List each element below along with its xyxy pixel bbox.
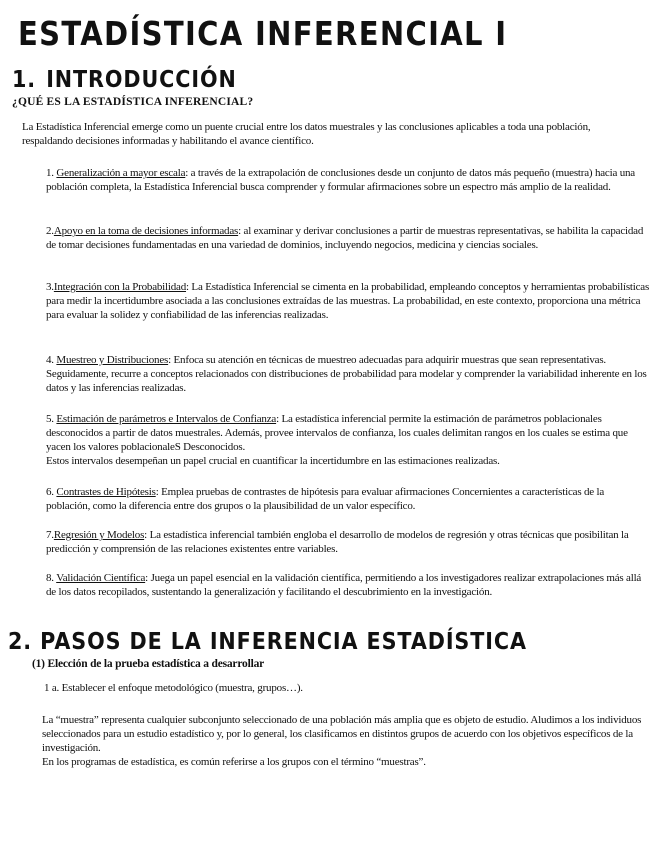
section-1-heading — [12, 66, 237, 94]
list-item-number: 3. — [46, 281, 54, 293]
list-item-text: : Juega un papel esencial en la validación científica, permitiendo a los investigadores realizar extrapolaciones más allá de los datos recopilados, sustentando la generalización y facilitando el descubrimiento en la investigación. — [46, 572, 642, 598]
list-item-text: : a través de la extrapolación de conclusiones desde un conjunto de datos más pequeño (muestra) hacia una población completa, la Estadística Inferencial busca comprender y formular afirmaciones sobre un espectro más amplio de la realidad. — [46, 167, 635, 193]
substep-text: 1 a. Establecer el enfoque metodológico (muestra, grupos…). — [44, 682, 303, 694]
list-item-term: Muestreo y Distribuciones — [56, 354, 169, 366]
list-item-text: : La estadística inferencial permite la estimación de parámetros poblacionales desconocidos a partir de datos muestrales. Además, provee intervalos de confianza, los cuales delimitan rangos en los cuales se estima que yacen los valores poblacionaleS Desconocidos. — [46, 413, 628, 453]
step-heading: (1) Elección de la prueba estadística a desarrollar — [32, 658, 265, 670]
list-item-term: Estimación de parámetros e Intervalos de Confianza — [56, 413, 277, 425]
list-item-number: 8. — [46, 572, 57, 584]
list-item-number: 2. — [46, 225, 54, 237]
list-item — [46, 571, 650, 599]
section-1-question: ¿QUÉ ES LA ESTADÍSTICA INFERENCIAL? — [12, 96, 254, 108]
list-item — [46, 353, 650, 395]
list-item-number: 1. — [46, 167, 57, 179]
list-item-text: : La Estadística Inferencial se cimenta en la probabilidad, empleando conceptos y herramientas probabilísticas para medir la incertidumbre asociada a las conclusiones extraídas de las muestras. La probabilidad, en este contexto, proporciona una métrica para evaluar la solidez y confiabilidad de las inferencias realizadas. — [46, 281, 650, 321]
document-title: ESTADÍSTICA INFERENCIAL I — [18, 14, 508, 53]
list-item-number: 7. — [46, 529, 54, 541]
list-item — [46, 224, 650, 252]
list-item-number: 5. — [46, 413, 57, 425]
list-item-term: Validación Científica — [56, 572, 146, 584]
list-item-extra: Estos intervalos desempeñan un papel crucial en cuantificar la incertidumbre en las estimaciones realizadas. — [46, 455, 500, 467]
list-item-number: 4. — [46, 354, 57, 366]
body-text: La “muestra” representa cualquier subconjunto seleccionado de una población más amplia que es objeto de estudio. Aludimos a los individuos seleccionados para un estudio estadístico y, por lo general, los clasificamos en distintos grupos de acuerdo con los objetivos específicos de la investigación. — [42, 714, 642, 754]
list-item-text: : Enfoca su atención en técnicas de muestreo adecuadas para adquirir muestras que sean representativas. Seguidamente, recurre a conceptos relacionados con distribuciones de probabilidad para modelar y comprender la variabilidad inherente en los datos y las inferencias realizadas. — [46, 354, 647, 394]
list-item-number: 6. — [46, 486, 57, 498]
list-item-text: : La estadística inferencial también engloba el desarrollo de modelos de regresión y otras técnicas que posibilitan la predicción y comprensión de las relaciones existentes entre variables. — [46, 529, 629, 555]
section-1-title: INTRODUCCIÓN — [46, 67, 237, 93]
body-paragraph — [42, 713, 648, 769]
list-item — [46, 485, 650, 513]
section-1-number: 1. — [12, 67, 37, 93]
list-item-term: Integración con la Probabilidad — [53, 281, 187, 293]
list-item — [46, 412, 650, 468]
list-item-term: Generalización a mayor escala — [56, 167, 186, 179]
list-item-term: Contrastes de Hipótesis — [56, 486, 156, 498]
list-item-text: : Emplea pruebas de contrastes de hipótesis para evaluar afirmaciones Concernientes a características de la población, como la diferencia entre dos grupos o la plausibilidad de un valor específico. — [46, 486, 605, 512]
list-item — [46, 166, 650, 194]
section-2-heading: 2. PASOS DE LA INFERENCIA ESTADÍSTICA — [8, 629, 527, 655]
list-item — [46, 528, 650, 556]
list-item — [46, 280, 650, 322]
intro-paragraph: La Estadística Inferencial emerge como un puente crucial entre los datos muestrales y las conclusiones aplicables a toda una población, respaldando decisiones informadas y habilitando el avance científico. — [22, 121, 591, 147]
list-item-term: Apoyo en la toma de decisiones informadas — [53, 225, 239, 237]
body-text: En los programas de estadística, es común referirse a los grupos con el término “muestras”. — [42, 756, 426, 768]
list-item-text: : al examinar y derivar conclusiones a partir de muestras representativas, se habilita la capacidad de tomar decisiones fundamentadas en una variedad de dominios, incluyendo negocios, medicina y ciencias sociales. — [46, 225, 644, 251]
list-item-term: Regresión y Modelos — [53, 529, 145, 541]
